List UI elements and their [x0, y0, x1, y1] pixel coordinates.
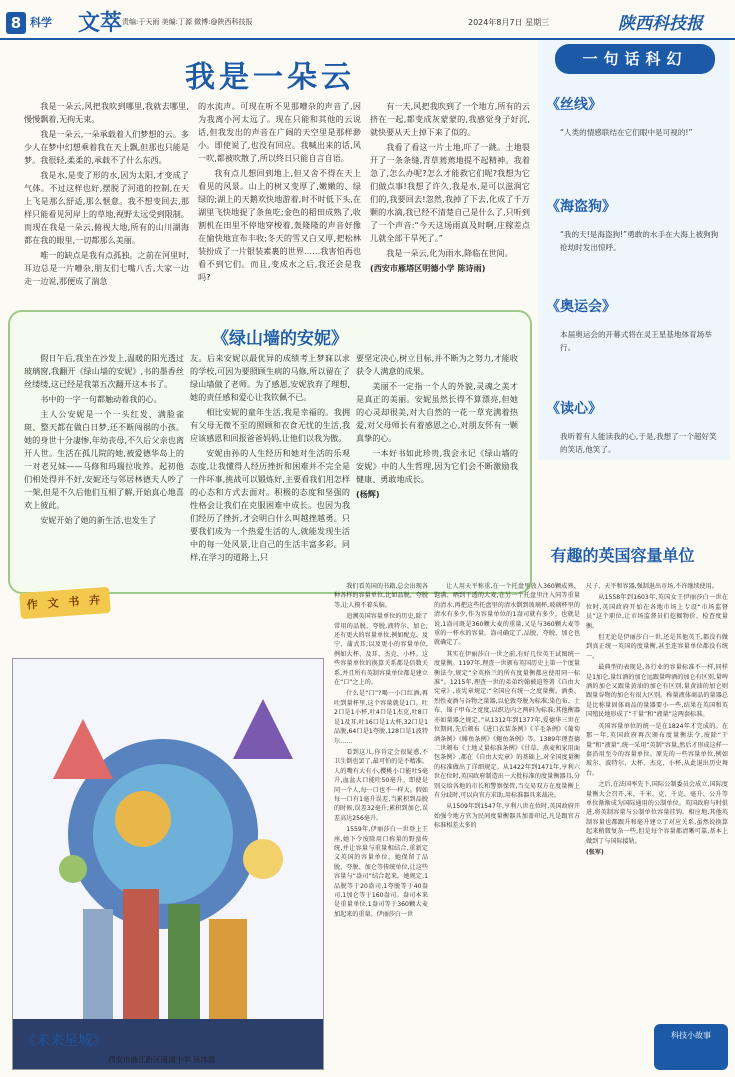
paragraph: 什么是“口”?喝一小口红酒,再吐到量杯里,这个容量就是1口。吐2口是1小杯,吐4口是1杰克,吐8口是1及耳,吐16口是1大杯,32口是1品脱,64口是1夸脱,128口是1波特尔……	[334, 690, 428, 745]
review-col2	[190, 352, 350, 566]
paragraph: 尺子、天平和容器,强制退出市场,不许继续使用。	[586, 583, 718, 590]
paragraph: 从1558年到1603年,英国女王伊丽莎白一世在位时,英国政府开始在各地市场上专设“市场监督员”这个职位,让市场监督员们挖掘物价、检查度量衡。	[586, 594, 728, 630]
paragraph: 安妮开始了她的新生活,也发生了	[40, 515, 157, 525]
uk-col1	[334, 582, 428, 921]
story-tag: 科技小故事	[654, 1024, 728, 1070]
paragraph: 追溯英国容量单位的历史,除了常用的品脱、夸脱,液特尔、加仑;还有更大的容量单位,例如配克、及宁、蒲式耳;以及更小的容量单位,例如大杯、及耳、杰克、小杯。这些容量单位的换算关系都是倍数关系,并且所有英制容量单位都是建立在“口”之上的。	[334, 613, 428, 687]
uk-col3	[586, 582, 728, 859]
artwork	[12, 658, 324, 1070]
paragraph: 要坚定决心,树立目标,并不断为之努力,才能收获令人满意的成果。	[356, 353, 518, 376]
paragraph: 我们看英国的书籍,总会出现各种各样的容量单位,比如品脱、夸脱等,让人摸不着头脑。	[334, 583, 428, 609]
cloud-col3	[370, 100, 530, 277]
paragraph: 唯一的缺点是我有点孤独。之前在河里时,耳边总是一片嘈杂,朋友们七嘴八舌,大家一边走一边说,那便成了湍急	[24, 250, 189, 286]
page-number: 8	[6, 12, 26, 34]
future-city-illustration	[13, 659, 323, 1069]
paragraph: 我是一朵云,一朵承载着人们梦想的云。多少人在梦中幻想乘着我在天上飘,但那也只能是梦。我很轻,柔柔的,承载不了什么东西。	[24, 129, 189, 165]
paragraph: 其实在伊丽莎白一世之前,有好几位英王试图统一度量衡。1197年,理查一世颁布英国历史上第一个度量衡法令,规定“全英格兰的所有度量衡都应使用同一标准”。1215年,理查一世的弟弟约翰被迫签署《自由大宪章》,该宪章规定:“全国应有统一之度量衡。酒类、烈性麦酒与谷物之量器,以伦敦夸脱为标准;染色布、土布、锦子甲布之宽度,以织边内之两码为标准;其他衡器亦如量器之规定。”从1312年到1377年,爱德华三世在位期间,先后颁布《进口衣装条例》《羊毛条例》《葡萄酒条例》《鲱鱼条例》《鲍鱼条例》等。1389年理查德二世颁布《土地丈量标准条例》《甘草、燕麦和家用面包条例》,都在《自由大宪章》的基础上,对全国度量衡的标准做出了详细规定。从1422年到1471年,亨利六世在位时,英国政府制造出一大批标准的度量衡器具,分别交给各地的市长和警察保管,当交易双方在度量衡上有分歧时,可以向官方求助,用标准器具来裁决。	[434, 650, 580, 799]
paragraph: 但无论是伊丽莎白一世,还是其他英王,都没有做到真正统一英国的度量衡,甚至连容量单位都没有统一。	[586, 634, 728, 660]
artwork-author: 西安市曲江新区南湖小学 吴沐晨	[108, 1055, 216, 1064]
yiju-header: 一句话科幻	[555, 44, 715, 74]
review-col1	[24, 352, 184, 529]
paragraph: 书中的一字一句都触动着我的心。	[40, 394, 162, 404]
yiju-text: 本届奥运会的开幕式将在灵王星基地体育场举行。	[560, 330, 712, 352]
author: (张军)	[586, 848, 604, 856]
yiju-item	[546, 296, 722, 354]
paragraph: 最典型的表现是,各行业的容量标准不一样,同样是1加仑,量红酒的加仑远跟量啤酒的加仑有区别,量啤酒的加仑又跟量黄油的加仑有区别,量黄油的加仑则跟量谷物的加仑有很大区别。称量液体商品的量器总是比称量固体商品的量器要小一些,结果在英国和英国殖民地形成了“干量”和“液量”这两套标准。	[586, 664, 728, 719]
yiju-title: 《丝线》	[546, 97, 602, 113]
paragraph: 之后,在法国率先下,国际公制委员会成立,国际度量衡大会召开,米、千米、克、千克、毫升、公升等单位渐渐成为国际通用的公制单位。英国政府与时俱进,将英制容量与公制单位容量挂钩。相应地,其他英制容量也都跟升和毫升建立了对应关系,虽然说换算起来稍微复杂一些,但是每个容量都清晰可靠,基本上做到了与国际接轨。	[586, 781, 728, 845]
paragraph: 我是一朵云,风把我吹到哪里,我就去哪里,慢慢飘着,无拘无束。	[24, 101, 189, 124]
paragraph: 1559年,伊丽莎白一世登上王座,她下令废除用口称量的野蛮传统,并让容量与重量相结合,重新定义英国的容量单位。她保留了品脱、夸脱、加仑等传统单位,让这些容量与“盎司”结合起来。她规定,1品脱等于20盎司,1夸脱等于40盎司,1加仑等于160盎司。盎司本来是重量单位,1盎司等于360颗大麦加起来的重量。伊丽莎白一世	[334, 826, 428, 918]
author: (杨辉)	[356, 489, 380, 499]
paragraph: 我是一朵云,化为雨水,降临在世间。	[386, 248, 513, 258]
paragraph: 相比安妮的童年生活,我是幸福的。我拥有父母无微不至的照顾和衣食无忧的生活,我应该感恩和回报爸爸妈妈,让他们以我为傲。	[190, 407, 350, 443]
paragraph: 安妮由孙的人生经历和她对生活的乐观态度,让我懂得人经历挫折和困难并不完全是一件坏事,挑战可以锻炼好,主要看我们用怎样的心态和方式去面对。积极的态度和坚强的性格会让我们在克服困难中成长。也因为我们经历了挫折,才会明白什么叫越挫越勇。只要我们成为一个热爱生活的人,就能发现生活中的每一处风景,让自己的生活丰富多彩。同样,在学习的道路上,只	[190, 448, 350, 562]
paragraph: 英国容量单位的统一是在1824年才完成的。在那一年,英国政府再次颁布度量衡法令,废除“干量”和“液量”,统一采用“英制”容量,然后才形成这样一套沿用至今的容量单位。原先的一些容量单位,例如玻尔、波特尔、大杯、杰克、小杯,从此退出历史舞台。	[586, 722, 728, 777]
section-title: 文萃	[78, 10, 123, 36]
yiju-text: “我的天!是海盗狗!”勇敢的水手在大海上被狗狗抢劫时发出惊呼。	[560, 230, 719, 252]
section-label: 科学	[30, 16, 52, 29]
yiju-title: 《读心》	[546, 401, 602, 417]
paragraph: 我看了看这一片土地,吓了一跳。土地裂开了一条条缝,青草蔫蔫地提不起精神。我着急了,怎么办呢?怎么才能救它们呢?我想为它们做点事!我想了许久,我是水,是可以滋润它们的,我要回去!忽然,我掉了下去,化成了千万颗的水滴,我已经不清楚自己是什么了,只听到了一个声音:“今天这场雨真及时啊,庄稼差点儿就全部干旱死了。”	[370, 142, 530, 243]
uk-col2	[434, 582, 580, 833]
issue-date: 2024年8月7日 星期三	[468, 18, 550, 27]
editors-line: 责编:于天雨 美编:丁源 微博:@陕西科技报	[122, 18, 253, 26]
paragraph: 有一天,风把我吹到了一个地方,所有的云挤在一起,都变成灰蒙蒙的,我感觉身子好沉,就快要从天上掉下来了似的。	[370, 101, 530, 137]
paragraph: 我有点儿想回到地上,但又舍不得在天上看见的风景。山上的树又变厚了,嫩嫩的、绿绿的;湖上的天鹅欢快地游着,时不时低下头,在湖里飞快地捉了条鱼吃;金色的稻田成熟了,收割机在田里不停地穿梭着,轰隆隆的声音好像在愉快地宣布丰收;冬天的雪又白又厚,把松林装扮成了一片银装素裹的世界……我害怕再也看不到它们。而且,变成水之后,我还会是我吗?	[198, 168, 361, 282]
paragraph: 主人公安妮是一个一头红发、满脸雀斑、整天都在做白日梦,还不断闯祸的小孩。她的身世十分凄惨,年幼丧母,不久后父亲也离开人世。生活在孤儿院的她,被爱德华岛上的一对老兄妹——马修和玛瑞拉收养。起初他们相处得并不好,安妮还与邻居林德夫人吵了一架,但是不久后他们互相了解,开始真心地喜欢上彼此。	[24, 409, 184, 510]
review-col3	[356, 352, 518, 503]
yiju-item	[546, 398, 722, 456]
review-title: 《绿山墙的安妮》	[212, 329, 348, 349]
cloud-col1	[24, 100, 189, 290]
paragraph: 看到这儿,你肯定会很疑惑,不卫生倒也罢了,最可怕的是不精准。人的嘴有大有小,樱桃小口能吐5毫升,血盆大口能吐50毫升。即使是同一个人,每一口也不一样大。假如每一口有1毫升误差,当累积到品脱的时候,误差32毫升;累积到加仑,误差高达256毫升。	[334, 748, 428, 822]
artwork-title: 《未来星城》	[22, 1033, 106, 1049]
paragraph: 我是水,是变了形的水,因为太阳,才变成了气体。不过这样也好,摆脱了河道的控制,在天上飞是那么舒适,那么惬意。我不想变回去,那样只能看见河岸上的草地,视野太远受到限制。而现在我是一朵云,俯视大地,所有的山川湖海都在我的眼里,一切都那么美丽。	[24, 170, 189, 245]
paragraph: 一本好书如此珍贵,我会永记《绿山墙的安妮》中的人生哲理,因为它们会不断激励我健康、勇敢地成长。	[356, 448, 518, 484]
paragraph: 让人用天平称重,在一个托盘里放入360颗成熟、饱满、晒到干透的大麦,在另一个托盘里注入同等重量的清水,再把这些托盘里的清水倒到玻璃杯,玻璃杯里的清水有多少,作为容量单位的1盎司就有多少。也就是说,1盎司既是360颗大麦的重量,又是与360颗大麦等重的一杯水的容量。盎司确定了,品脱、夸脱、加仑也就确定了。	[434, 583, 580, 647]
yiju-item	[546, 94, 722, 139]
masthead: 陕西科技报	[618, 14, 703, 34]
yiju-item	[546, 196, 722, 254]
column-badge: 作 文 书 卉	[19, 587, 111, 619]
uk-title: 有趣的英国容量单位	[550, 546, 695, 565]
cloud-title: 我是一朵云	[185, 60, 355, 95]
paragraph: 的水流声。可现在听不见那嘈杂的声音了,因为我离小河太远了。现在只能和其他的云说话,但我发出的声音在广阔的天空里是那样渺小。即使说了,也没有回应。我喊出来的话,风一吹,都被吹散了,所以终日只能自言自语。	[198, 101, 361, 163]
yiju-title: 《奥运会》	[546, 299, 616, 315]
yiju-text: “人类的情感联结在它们眼中是可视的!”	[560, 128, 693, 137]
paragraph: 友。后来安妮以最优异的成绩考上梦寐以求的学校,可因为要照顾生病的马修,所以留在了绿山墙做了老师。为了感恩,安妮放弃了理想,她的责任感和爱心让我钦佩不已。	[190, 353, 350, 402]
paragraph: 美丽不一定指一个人的外貌,灵魂之美才是真正的美丽。安妮虽然长得不算漂亮,但她的心灵却很美,对大自然的一花一草充满着热爱,对父母师长有着感恩之心,对朋友怀有一颗真挚的心。	[356, 381, 518, 443]
paragraph: 假日午后,我坐在沙发上,温暖的阳光透过玻璃窗,我翻开《绿山墙的安妮》,书的墨香丝丝缕缕,这已经是我第五次翻开这本书了。	[24, 353, 184, 389]
cloud-col2	[198, 100, 361, 286]
yiju-title: 《海盗狗》	[546, 199, 616, 215]
yiju-text: 我听着有人能读我的心,于是,我想了一个超好笑的笑话,他笑了。	[560, 432, 717, 454]
paragraph: 从1509年到1547年,亨利八世在位时,英国政府开始强令地方官为民间度量衡器具加盖印记,凡是跟官方标准相差太多的	[434, 803, 580, 830]
author: (西安市雁塔区明德小学 陈诗雨)	[370, 263, 486, 273]
